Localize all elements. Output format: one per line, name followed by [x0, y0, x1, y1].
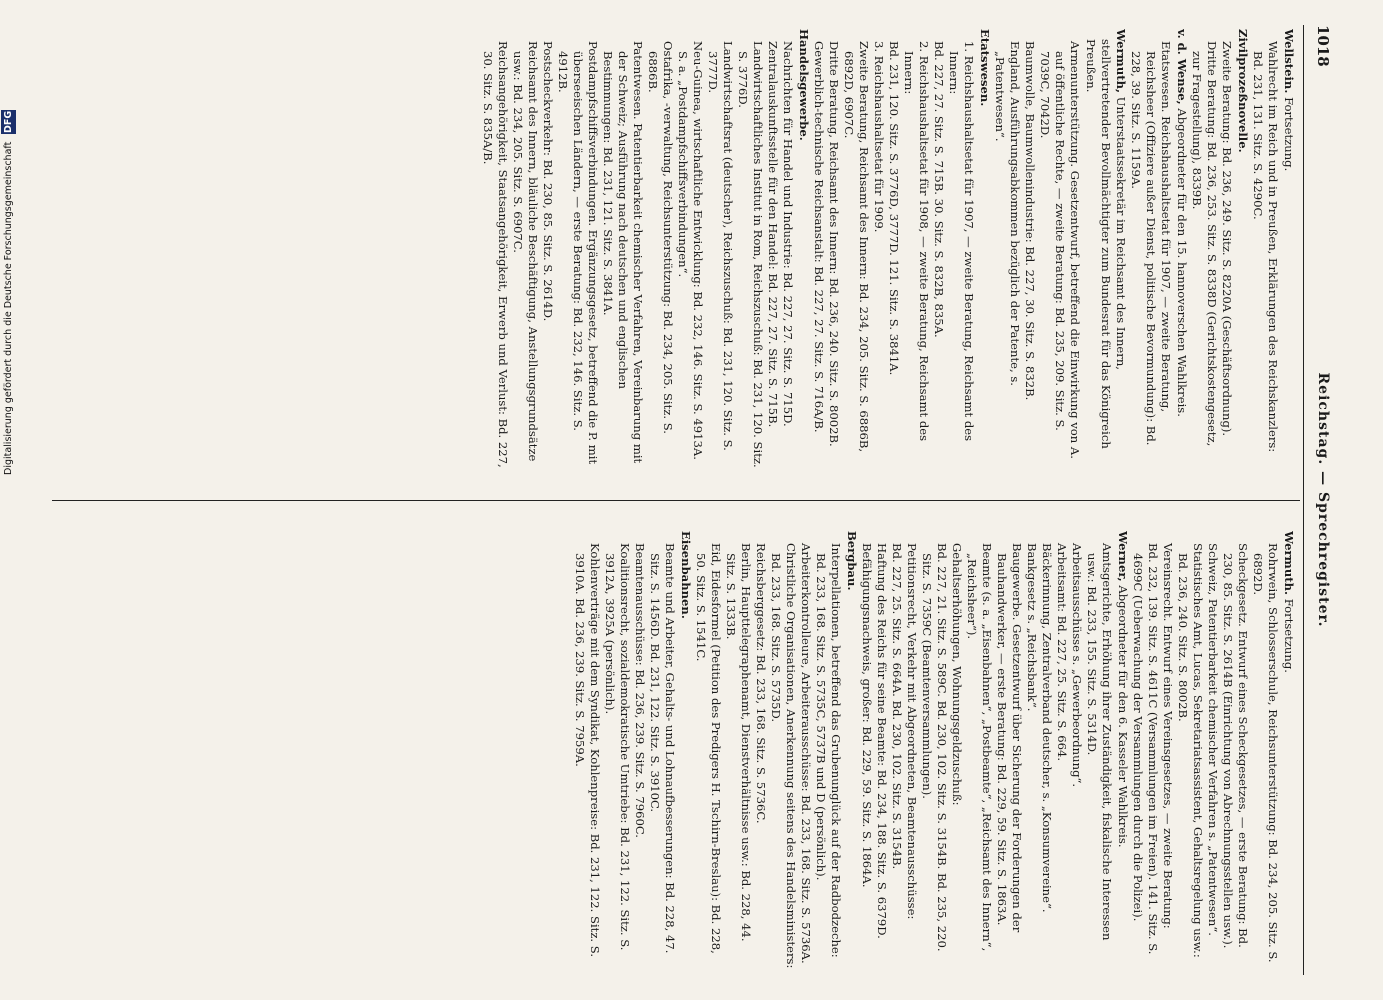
entry-text: Reichsberggesetz: Bd. 233, 168. Sitz. S. 5736C.	[753, 543, 768, 824]
register-entry	[1130, 531, 1160, 971]
entry-heading: Wellstein.	[1281, 29, 1296, 94]
entry-text: Abgeordneter für den 6. Kasseler Wahlkreis.	[1115, 585, 1130, 848]
register-entry	[1235, 29, 1250, 469]
register-entry	[602, 531, 632, 971]
entry-text: Christliche Organisationen, Anerkennung seitens des Handelsministers: Bd. 233, 168. Sitz. S. 5735D.	[768, 543, 798, 969]
register-entry	[753, 531, 768, 971]
register-entry	[632, 531, 647, 971]
register-entry	[859, 531, 874, 971]
entry-text: Scheckgesetz. Entwurf eines Scheckgesetzes, — erste Beratung: Bd. 230, 85. Sitz. S. 2614B (Einrichtung von Abrechnungsstellen usw.).	[1220, 543, 1250, 949]
entry-text: Bd. 227, 21. Sitz. S. 589C. Bd. 230, 102. Sitz. S. 3154B. Bd. 235, 220. Sitz. S. 7359C (Beamtenversammlungen).	[919, 543, 949, 952]
register-entry	[1220, 531, 1250, 971]
entry-text: Rohrwein, Schlosserschule, Reichsunterstützung: Bd. 234, 205. Sitz. S. 6892D.	[1250, 543, 1280, 963]
entry-text: Etatswesen. Reichshaushaltsetat für 1907, — zweite Beratung, Reichsheer (Offiziere außer Dienst, politische Bevormundung): Bd. 228, 39. Sitz. S. 1159A.	[1128, 41, 1173, 446]
entry-text: Berlin, Haupttelegraphenamt, Dienstverhältnisse usw.: Bd. 228, 44. Sitz. S. 1333B.	[723, 543, 753, 942]
entry-text: Bd. 227, 27. Sitz. S. 715B. 30. Sitz. S. 832B, 835A.	[931, 41, 946, 338]
entry-text: Bd. 232, 139. Sitz. S. 4611C (Versammlungen im Freien). 141. Sitz. S. 4699C (Ueberwachung der Versammlungen durch die Polizei).	[1130, 543, 1160, 955]
entry-text: Koalitionsrecht, sozialdemokratische Umtriebe: Bd. 231, 122. Sitz. S. 3912A, 3925A (persönlich).	[602, 543, 632, 951]
register-entry	[796, 29, 811, 469]
register-entry	[1250, 531, 1280, 971]
column-divider	[52, 500, 1300, 501]
entry-text: Baumwolle, Baumwollenindustrie: Bd. 227, 30. Sitz. S. 832B.	[1022, 41, 1037, 401]
entry-text: Postdampfschiffsverbindungen. Ergänzungsgesetz, betreffend die P. mit überseeischen Ländern, — erste Beratung: Bd. 232, 146. Sitz. S. 4912B.	[555, 41, 600, 465]
entry-text: Beamte und Arbeiter, Gehalts- und Lohnaufbesserungen: Bd. 228, 47. Sitz. S. 1456D. Bd. 231, 122. Sitz. S. 3910C.	[647, 543, 677, 954]
entry-heading: Wermuth,	[1113, 29, 1128, 94]
entry-text: Gehaltserhöhungen, Wohnungsgeldzuschuß:	[949, 543, 964, 806]
entry-text: Befähigungsnachweis, großer: Bd. 229, 59. Sitz. S. 1864A.	[859, 543, 874, 888]
dfg-logo: DFG	[3, 111, 14, 134]
page-number: 1018	[1313, 25, 1332, 67]
register-entry	[994, 531, 1024, 971]
entry-text: Bäckerinnung, Zentralverband deutscher, s. „Konsumvereine“.	[1039, 543, 1054, 913]
entry-heading: Handelsgewerbe.	[796, 29, 811, 141]
digitization-footer	[1, 110, 15, 990]
register-entry	[1160, 531, 1175, 971]
register-entry	[841, 29, 871, 469]
register-entry	[1083, 29, 1128, 469]
register-entry	[977, 29, 992, 469]
register-entry	[1281, 531, 1296, 971]
entry-text: Haftung des Reichs für seine Beamte: Bd. 234, 188. Sitz. S. 6379D.	[874, 543, 889, 939]
entry-text: Eid, Eidesformel (Petition des Predigers H. Tschirn-Breslau): Bd. 228, 50. Sitz. S. 1541C.	[693, 543, 723, 954]
page-title: Reichstag. — Sprechregister.	[1314, 372, 1331, 628]
register-entry	[540, 29, 555, 469]
entry-text: Beamtenausschüsse: Bd. 236, 239. Sitz. S. 7960C.	[632, 543, 647, 838]
entry-text: Abgeordneter für den 15. hannoverschen Wahlkreis.	[1174, 108, 1189, 417]
entry-text: England, Ausführungsabkommen bezüglich der Patente, s. „Patentwesen“.	[992, 41, 1022, 386]
entry-text: Nachrichten für Handel und Industrie: Bd. 227, 27. Sitz. S. 715D.	[780, 41, 795, 427]
register-entry	[904, 531, 919, 971]
entry-text: Patentwesen. Patentierbarkeit chemischer Verfahren, Vereinbarung mit der Schweiz; Ausführung nach deutschen und englischen Bestimmungen: Bd. 231, 121. Sitz. S. 3841A.	[600, 41, 645, 464]
register-entry	[844, 531, 859, 971]
register-entry	[1084, 531, 1114, 971]
register-entry	[813, 531, 843, 971]
register-entry	[645, 29, 675, 469]
entry-heading: v. d. Wense,	[1174, 29, 1189, 105]
register-entry	[1039, 531, 1054, 971]
page-header	[1308, 25, 1330, 975]
entry-text: Interpellationen, betreffend das Grubenunglück auf der Radbodzeche: Bd. 233, 168. Sitz. S. 5735C, 5737B und D (persönlich).	[813, 543, 843, 958]
entry-text: Beamte (s. a. „Eisenbahnen“, „Postbeamte“, „Reichsamt des Innern“, „Reichsheer“).	[964, 543, 994, 952]
register-entry	[1281, 29, 1296, 469]
entry-text: Petitionsrecht, Verkehr mit Abgeordneten, Beamtenausschüsse:	[904, 543, 919, 920]
register-entry	[811, 29, 826, 469]
entry-text: Baugewerbe. Gesetzentwurf über Sicherung der Forderungen der Bauhandwerker, — erste Beratung: Bd. 229, 59. Sitz. S. 1863A.	[994, 543, 1024, 933]
register-entry	[1205, 531, 1220, 971]
register-entry	[723, 531, 753, 971]
left-column	[52, 29, 1296, 469]
entry-text: Zentralauskunftsstelle für den Handel: Bd. 227, 27. Sitz. S. 715B.	[765, 41, 780, 428]
entry-heading: Etatswesen.	[977, 29, 992, 107]
register-entry	[992, 29, 1022, 469]
entry-text: Wahlrecht im Reich und in Preußen, Erklärungen des Reichskanzlers: Bd. 231, 131. Sitz. S. 4290C.	[1250, 41, 1280, 453]
entry-text: Amtsgerichte, Erhöhung ihrer Zuständigkeit, fiskalische Interessen usw.: Bd. 233, 155. Sitz. S. 5314D.	[1084, 543, 1114, 941]
register-entry	[678, 531, 693, 971]
entry-text: Landwirtschaftliches Institut in Rom, Reichszuschuß: Bd. 231, 120. Sitz. S. 3776D.	[735, 41, 765, 468]
register-entry	[510, 29, 540, 469]
register-entry	[886, 29, 901, 469]
entry-text: Gewerblich-technische Reichsanstalt: Bd. 227, 27. Sitz. S. 716A/B.	[811, 41, 826, 433]
register-entry	[871, 29, 886, 469]
register-entry	[1175, 531, 1205, 971]
entry-text: 3. Reichshaushaltsetat für 1909.	[871, 41, 886, 233]
register-entry	[946, 29, 976, 469]
entry-text: Arbeitsamt: Bd. 227, 25. Sitz. S. 664.	[1054, 543, 1069, 762]
register-entry	[798, 531, 813, 971]
register-entry	[647, 531, 677, 971]
entry-text: Arbeitsausschüsse s. „Gewerbeordnung“.	[1069, 543, 1084, 788]
entry-text: Bd. 227, 25. Sitz. S. 664A. Bd. 230, 102. Sitz. S. 3154B.	[889, 543, 904, 870]
register-entry	[480, 29, 510, 469]
register-entry	[705, 29, 735, 469]
register-entry	[889, 531, 904, 971]
register-entry	[1024, 531, 1039, 971]
entry-heading: Zivilprozeßnovelle.	[1235, 29, 1250, 153]
entry-text: Bankgesetz s. „Reichsbank“.	[1024, 543, 1039, 712]
register-entry	[874, 531, 889, 971]
entry-text: Schweiz, Patentierbarkeit chemischer Verfahren s. „Patentwesen“.	[1205, 543, 1220, 936]
register-entry	[949, 531, 964, 971]
entry-text: Kohlenverträge mit dem Syndikat, Kohlenpreise: Bd. 231, 122. Sitz. S. 3910A. Bd. 236, 239. Sitz. S. 7959A.	[572, 543, 602, 958]
register-entry	[1189, 29, 1219, 469]
register-entry	[1037, 29, 1082, 469]
register-entry	[768, 531, 798, 971]
register-entry	[780, 29, 795, 469]
register-entry	[693, 531, 723, 971]
footer-text: Digitalisierung gefördert durch die Deutsche Forschungsgemeinschaft	[3, 141, 14, 475]
entry-text: Reichsamt des Innern, bläuliche Beschäftigung, Anstellungsgrundsätze usw.: Bd. 234, 205. Sitz. S. 6907C.	[510, 41, 540, 462]
register-entry	[1174, 29, 1189, 469]
right-column	[52, 531, 1296, 971]
entry-text: Bd. 231, 120. Sitz. S. 3776D, 3777D. 121. Sitz. S. 3841A.	[886, 41, 901, 376]
entry-text: Arbeiterkontrolleure, Arbeiterausschüsse: Bd. 233, 168. Sitz. S. 5736A.	[798, 543, 813, 964]
header-rule	[1303, 25, 1304, 975]
entry-text: Ostafrika, -verwaltung, Reichsunterstützung: Bd. 234, 205. Sitz. S. 6886B.	[645, 41, 675, 434]
register-entry	[555, 29, 600, 469]
entry-text: Vereinsrecht. Entwurf eines Vereinsgesetzes, — zweite Beratung:	[1160, 543, 1175, 929]
register-entry	[765, 29, 780, 469]
entry-text: Armenunterstützung. Gesetzentwurf, betreffend die Einwirkung von A. auf öffentliche Rechte, — zweite Beratung: Bd. 235, 209. Sitz. S. 7039C, 7042D.	[1037, 41, 1082, 459]
register-entry	[675, 29, 705, 469]
register-entry	[901, 29, 931, 469]
register-entry	[1250, 29, 1280, 469]
entry-text: 1. Reichshaushaltsetat für 1907, — zweite Beratung, Reichsamt des Innern:	[946, 41, 976, 442]
entry-text: Neu-Guinea, wirtschaftliche Entwicklung: Bd. 232, 146. Sitz. S. 4913A. S. a. „Postdampfschiffsverbindungen“.	[675, 41, 705, 460]
register-entry	[1115, 531, 1130, 971]
register-entry	[572, 531, 602, 971]
register-entry	[735, 29, 765, 469]
entry-text: Statistisches Amt, Lucas, Sekretariatsassistent, Gehaltsregelung usw.: Bd. 236, 240. Sitz. S. 8002B.	[1175, 543, 1205, 958]
register-entry	[1054, 531, 1069, 971]
register-entry	[826, 29, 841, 469]
register-entry	[919, 531, 949, 971]
rotated-page-content	[42, 5, 1342, 995]
entry-text: Fortsetzung.	[1281, 97, 1296, 172]
entry-text: Unterstaatssekretär im Reichsamt des Innern, stellvertretender Bevollmächtigter zum Bundesrat für das Königreich Preußen.	[1083, 39, 1128, 449]
register-entry	[1219, 29, 1234, 469]
register-entry	[931, 29, 946, 469]
entry-text: Zweite Beratung, Reichsamt des Innern: Bd. 234, 205. Sitz. S. 6886B, 6892D, 6907C.	[841, 41, 871, 453]
entry-text: Dritte Beratung: Bd. 236, 253. Sitz. S. 8338D (Gerichtskostengesetz, zur Fragestellung), 8339B.	[1189, 41, 1219, 447]
register-entry	[1022, 29, 1037, 469]
entry-heading: Werner,	[1115, 531, 1130, 582]
entry-text: Zweite Beratung: Bd. 236, 249. Sitz. S. 8220A (Geschäftsordnung).	[1219, 41, 1234, 437]
entry-text: 2. Reichshaushaltsetat für 1908, — zweite Beratung, Reichsamt des Innern:	[901, 41, 931, 442]
entry-heading: Wermuth.	[1281, 531, 1296, 596]
entry-text: Dritte Beratung, Reichsamt des Innern: Bd. 236, 240. Sitz. S. 8002B.	[826, 41, 841, 447]
entry-text: Reichsangehörigkeit, Staatsangehörigkeit, Erwerb und Verlust: Bd. 227, 30. Sitz. S. 835A/B.	[480, 41, 510, 468]
entry-text: Fortsetzung.	[1281, 598, 1296, 673]
register-entry	[1069, 531, 1084, 971]
entry-heading: Eisenbahnen.	[678, 531, 693, 619]
register-entry	[600, 29, 645, 469]
entry-text: Landwirtschaftsrat (deutscher), Reichszuschuß: Bd. 231, 120. Sitz. S. 3777D.	[705, 41, 735, 451]
entry-text: Postscheckverkehr: Bd. 230, 85. Sitz. S. 2614D.	[540, 41, 555, 322]
entry-heading: Bergbau.	[844, 531, 859, 591]
register-entry	[964, 531, 994, 971]
register-entry	[1128, 29, 1173, 469]
